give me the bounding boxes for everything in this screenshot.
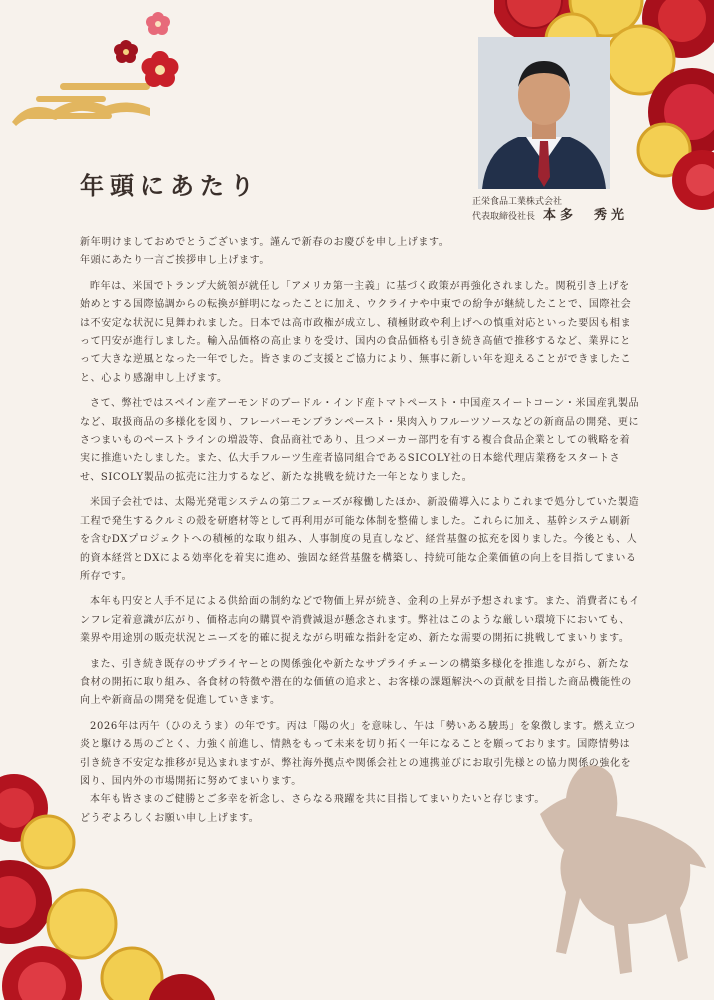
paragraph: 年頭にあたり一言ご挨拶申し上げます。 bbox=[80, 255, 270, 267]
paragraph: 昨年は、米国でトランプ大統領が就任し「アメリカ第一主義」に基づく政策が再強化されました。関税引き上げを始めとする国際協調からの転換が鮮明になったことに加え、ウクライナや中東での紛争が継続したことで、国際社会は不安定な状況に見舞われました。日本では高市政権が成立し、積極財政や利上げへの慎重対応といった要因も相まって円安が進行しました。輸入品価格の高止まりを受け、国内の食品価格も引き続き高値で推移するなど、業界にとって大きな逆風となった一年でした。皆さまのご支援とご協力により、無事に新しい年を迎えることができましたこと、心より感謝申し上げます。 bbox=[80, 280, 632, 384]
company-name: 正栄食品工業株式会社 bbox=[472, 197, 563, 207]
plum-blossom-cloud-decoration bbox=[0, 0, 200, 140]
paragraph: 本年も円安と人手不足による供給面の制約などで物価上昇が続き、金利の上昇が予想されます。また、消費者にもインフレ定着意識が広がり、価格志向の購買や消費減退が懸念されます。弊社はこのような厳しい環境下においても、業界や用途別の販売状況とニーズを的確に捉えながら明確な指針を定め、新たな需要の開拓に挑戦してまいります。 bbox=[80, 596, 640, 645]
president-name: 本多 秀光 bbox=[543, 208, 629, 223]
paragraph: また、引き続き既存のサプライヤーとの関係強化や新たなサプライチェーンの構築多様化を推進しながら、新たな食材の開拓に取り組み、各食材の特徴や潜在的な価値の追求と、お客様の課題解決への貢献を目指した商品機能性の向上や新商品の開発を促進していきます。 bbox=[80, 658, 632, 707]
message-body bbox=[80, 234, 640, 828]
paragraph: 本年も皆さまのご健勝とご多幸を祈念し、さらなる飛躍を共に目指してまいりたいと存じます。 bbox=[90, 794, 545, 806]
paragraph: 2026年は丙午（ひのえうま）の年です。丙は「陽の火」を意味し、午は「勢いある駿馬」を象徴します。燃え立つ炎と駆ける馬のごとく、力強く前進し、情熱をもって未来を切り拓く一年になることを願っております。国際情勢は引き続き不安定な推移が見込まれますが、弊社海外拠点や関係会社との連携並びにお取引先様との協力関係の強化を図り、国内外の市場開拓に努めてまいります。 bbox=[80, 720, 636, 787]
signature-caption bbox=[472, 196, 662, 224]
page-title: 年頭にあたり bbox=[80, 171, 260, 201]
paragraph: どうぞよろしくお願い申し上げます。 bbox=[80, 812, 260, 824]
president-role: 代表取締役社長 bbox=[472, 212, 536, 222]
paragraph: 新年明けましておめでとうございます。謹んで新春のお慶びを申し上げます。 bbox=[80, 237, 450, 248]
paragraph: さて、弊社ではスペイン産アーモンドのブードル・インド産トマトペースト・中国産スイートコーン・米国産乳製品など、取扱商品の多様化を図り、フレーバーモンブランペースト・果肉入りフルーツソースなどの新商品の開発、更にさつまいものペーストラインの増設等、食品商社であり、且つメーカー部門を有する複合食品企業としての戦略を着実に推進いたしました。また、仏大手フルーツ生産者協同組合であるSICOLY社の日本総代理店業務をスタートさせ、SICOLY製品の拡売に注力するなど、新たな挑戦を続けた一年となりました。 bbox=[80, 398, 640, 483]
president-photo bbox=[478, 37, 610, 189]
paragraph: 米国子会社では、太陽光発電システムの第二フェーズが稼働したほか、新設備導入によりこれまで処分していた製造工程で発生するクルミの殻を研磨材等として再利用が可能な体制を整備しました。これらに加え、基幹システム刷新を含むDXプロジェクトへの積極的な取り組み、人事制度の見直しなど、経営基盤の拡充を図りました。今後とも、人的資本経営とDXによる効率化を着実に進め、強固な経営基盤を構築し、持続可能な企業価値の向上を目指してまいる所存です。 bbox=[80, 497, 640, 582]
